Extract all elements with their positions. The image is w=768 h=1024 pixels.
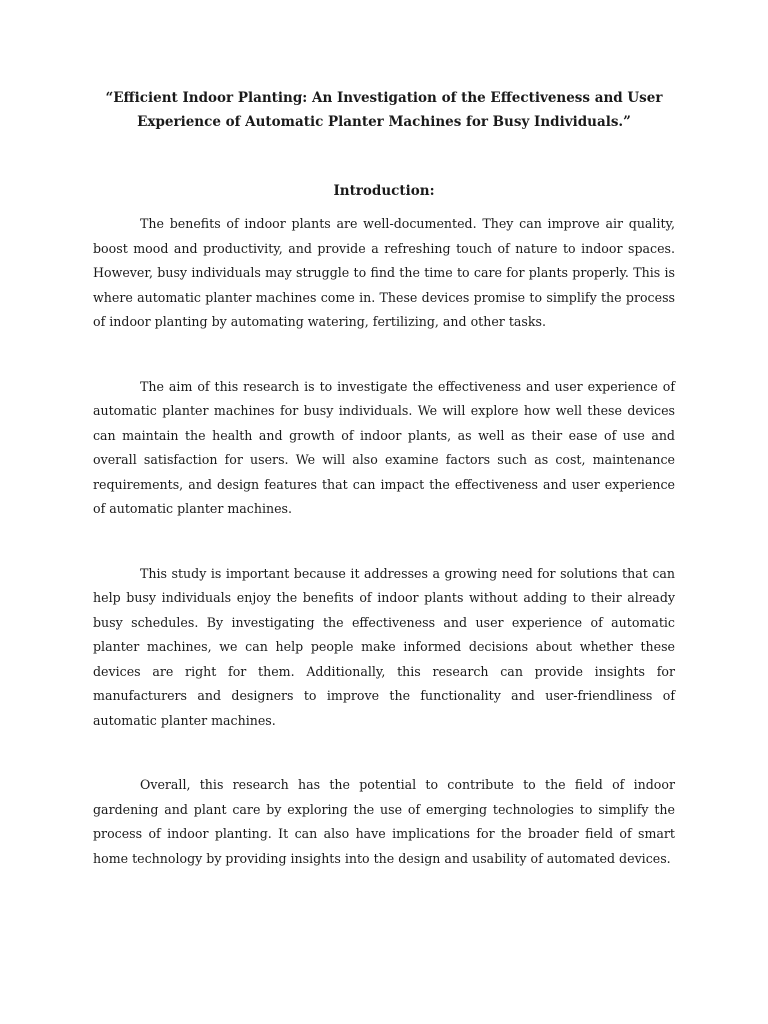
section-heading-introduction: Introduction:: [333, 183, 435, 199]
document-title: “Efficient Indoor Planting: An Investigation of the Effectiveness and User Experience of Automatic Planter Machines for Busy Individuals.”: [105, 90, 663, 130]
document-body: [93, 86, 675, 871]
paragraph-4: Overall, this research has the potential to contribute to the field of indoor gardening and plant care by exploring the use of emerging technologies to simplify the process of indoor planting. It can also have implications for the broader field of smart home technology by providing insights into the design and usability of automated devices.: [93, 777, 675, 866]
paragraph-3: This study is important because it addresses a growing need for solutions that can help busy individuals enjoy the benefits of indoor plants without adding to their already busy schedules. By investigating the effectiveness and user experience of automatic planter machines, we can help people make informed decisions about whether these devices are right for them. Additionally, this research can provide insights for manufacturers and designers to improve the functionality and user-friendliness of automatic planter machines.: [93, 565, 675, 728]
paragraph-2: The aim of this research is to investigate the effectiveness and user experience of automatic planter machines for busy individuals. We will explore how well these devices can maintain the health and growth of indoor plants, as well as their ease of use and overall satisfaction for users. We will also examine factors such as cost, maintenance requirements, and design features that can impact the effectiveness and user experience of automatic planter machines.: [93, 378, 675, 516]
paragraph-1: The benefits of indoor plants are well-documented. They can improve air quality, boost mood and productivity, and provide a refreshing touch of nature to indoor spaces. However, busy individuals may struggle to find the time to care for plants properly. This is where automatic planter machines come in. These devices promise to simplify the process of indoor planting by automating watering, fertilizing, and other tasks.: [93, 216, 675, 329]
